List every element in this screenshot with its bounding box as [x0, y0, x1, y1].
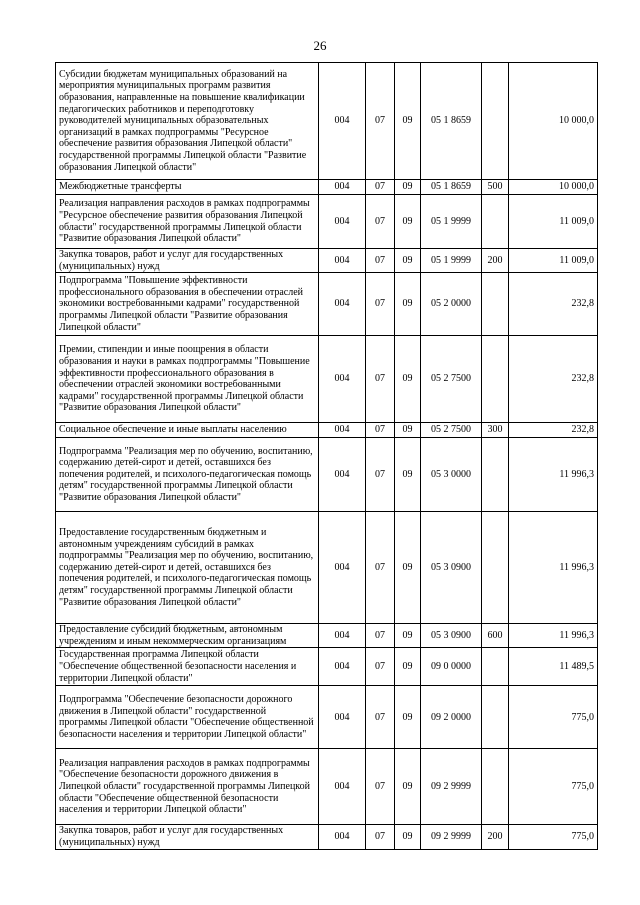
expense-type-code: [482, 63, 509, 180]
section-code: 07: [366, 180, 395, 195]
amount: 232,8: [509, 273, 598, 336]
subsection-code: 09: [395, 273, 421, 336]
section-code: 07: [366, 195, 395, 249]
admin-code: 004: [319, 195, 366, 249]
table-row: [56, 749, 598, 825]
subsection-code: 09: [395, 686, 421, 749]
article-code: 05 1 8659: [421, 180, 482, 195]
admin-code: 004: [319, 63, 366, 180]
admin-code: 004: [319, 648, 366, 686]
section-code: 07: [366, 825, 395, 849]
table-row: [56, 249, 598, 273]
admin-code: 004: [319, 624, 366, 648]
subsection-code: 09: [395, 336, 421, 423]
article-code: 05 1 8659: [421, 63, 482, 180]
expense-type-code: [482, 273, 509, 336]
amount: 11 996,3: [509, 624, 598, 648]
expense-type-code: 200: [482, 249, 509, 273]
amount: 775,0: [509, 749, 598, 825]
section-code: 07: [366, 686, 395, 749]
article-code: 05 2 0000: [421, 273, 482, 336]
row-name: Премии, стипендии и иные поощрения в области образования и науки в рамках подпрограммы "Повышение эффективности профессионального образования в обеспечении отраслей экономики востребованными кадрами" государственной программы Липецкой области "Развитие образования Липецкой области": [56, 336, 319, 423]
admin-code: 004: [319, 438, 366, 512]
amount: 775,0: [509, 825, 598, 849]
row-name: Государственная программа Липецкой области "Обеспечение общественной безопасности населения и территории Липецкой области": [56, 648, 319, 686]
subsection-code: 09: [395, 624, 421, 648]
article-code: 09 2 9999: [421, 749, 482, 825]
expense-type-code: 200: [482, 825, 509, 849]
section-code: 07: [366, 624, 395, 648]
expense-type-code: [482, 336, 509, 423]
subsection-code: 09: [395, 63, 421, 180]
subsection-code: 09: [395, 195, 421, 249]
article-code: 09 2 0000: [421, 686, 482, 749]
section-code: 07: [366, 336, 395, 423]
admin-code: 004: [319, 423, 366, 438]
expense-type-code: 600: [482, 624, 509, 648]
budget-table: [55, 62, 598, 850]
row-name: Закупка товаров, работ и услуг для государственных (муниципальных) нужд: [56, 825, 319, 849]
section-code: 07: [366, 423, 395, 438]
amount: 10 000,0: [509, 180, 598, 195]
table-row: [56, 336, 598, 423]
admin-code: 004: [319, 336, 366, 423]
article-code: 09 0 0000: [421, 648, 482, 686]
article-code: 05 2 7500: [421, 336, 482, 423]
subsection-code: 09: [395, 249, 421, 273]
row-name: Реализация направления расходов в рамках подпрограммы "Ресурсное обеспечение развития образования Липецкой области" государственной программы Липецкой области "Развитие образования Липецкой области": [56, 195, 319, 249]
article-code: 05 3 0000: [421, 438, 482, 512]
admin-code: 004: [319, 273, 366, 336]
admin-code: 004: [319, 249, 366, 273]
expense-type-code: [482, 438, 509, 512]
table-row: [56, 825, 598, 849]
admin-code: 004: [319, 825, 366, 849]
table-row: [56, 63, 598, 180]
admin-code: 004: [319, 180, 366, 195]
article-code: 05 1 9999: [421, 249, 482, 273]
expense-type-code: 500: [482, 180, 509, 195]
row-name: Предоставление субсидий бюджетным, автономным учреждениям и иным некоммерческим организациям: [56, 624, 319, 648]
article-code: 05 2 7500: [421, 423, 482, 438]
article-code: 05 1 9999: [421, 195, 482, 249]
row-name: Подпрограмма "Повышение эффективности профессионального образования в обеспечении отраслей экономики востребованными кадрами" государственной программы Липецкой области "Развитие образования Липецкой области": [56, 273, 319, 336]
expense-type-code: [482, 195, 509, 249]
amount: 11 996,3: [509, 512, 598, 624]
section-code: 07: [366, 648, 395, 686]
subsection-code: 09: [395, 438, 421, 512]
table-row: [56, 180, 598, 195]
table-row: [56, 273, 598, 336]
admin-code: 004: [319, 512, 366, 624]
subsection-code: 09: [395, 180, 421, 195]
page-number: 26: [313, 38, 327, 53]
article-code: 05 3 0900: [421, 624, 482, 648]
row-name: Межбюджетные трансферты: [56, 180, 319, 195]
subsection-code: 09: [395, 749, 421, 825]
amount: 11 009,0: [509, 195, 598, 249]
amount: 10 000,0: [509, 63, 598, 180]
table-row: [56, 423, 598, 438]
table-row: [56, 195, 598, 249]
amount: 232,8: [509, 336, 598, 423]
article-code: 05 3 0900: [421, 512, 482, 624]
subsection-code: 09: [395, 423, 421, 438]
table-row: [56, 512, 598, 624]
amount: 11 996,3: [509, 438, 598, 512]
row-name: Подпрограмма "Реализация мер по обучению, воспитанию, содержанию детей-сирот и детей, оставшихся без попечения родителей, и психолого-педагогическая помощь детям" государственной программы Липецкой области "Развитие образования Липецкой области": [56, 438, 319, 512]
row-name: Подпрограмма "Обеспечение безопасности дорожного движения в Липецкой области" государственной программы Липецкой области "Обеспечение общественной безопасности населения и территории Липецкой области": [56, 686, 319, 749]
subsection-code: 09: [395, 825, 421, 849]
row-name: Закупка товаров, работ и услуг для государственных (муниципальных) нужд: [56, 249, 319, 273]
table-row: [56, 686, 598, 749]
section-code: 07: [366, 249, 395, 273]
subsection-code: 09: [395, 512, 421, 624]
expense-type-code: 300: [482, 423, 509, 438]
row-name: Предоставление государственным бюджетным и автономным учреждениям субсидий в рамках подпрограммы "Реализация мер по обучению, воспитанию, содержанию детей-сирот и детей, оставшихся без попечения родителей, и психолого-педагогическая помощь детям" государственной программы Липецкой области "Развитие образования Липецкой области": [56, 512, 319, 624]
expense-type-code: [482, 749, 509, 825]
section-code: 07: [366, 273, 395, 336]
amount: 232,8: [509, 423, 598, 438]
table-row: [56, 648, 598, 686]
article-code: 09 2 9999: [421, 825, 482, 849]
table-row: [56, 624, 598, 648]
subsection-code: 09: [395, 648, 421, 686]
amount: 775,0: [509, 686, 598, 749]
section-code: 07: [366, 749, 395, 825]
row-name: Реализация направления расходов в рамках подпрограммы "Обеспечение безопасности дорожного движения в Липецкой области" государственной программы Липецкой области "Обеспечение общественной безопасности населения и территории Липецкой области": [56, 749, 319, 825]
expense-type-code: [482, 648, 509, 686]
admin-code: 004: [319, 749, 366, 825]
section-code: 07: [366, 63, 395, 180]
expense-type-code: [482, 686, 509, 749]
amount: 11 009,0: [509, 249, 598, 273]
amount: 11 489,5: [509, 648, 598, 686]
section-code: 07: [366, 438, 395, 512]
admin-code: 004: [319, 686, 366, 749]
row-name: Субсидии бюджетам муниципальных образований на мероприятия муниципальных программ развития образования, направленные на повышение квалификации педагогических работников и переподготовку руководителей муниципальных образовательных организаций в рамках подпрограммы "Ресурсное обеспечение развития образования Липецкой области" государственной программы Липецкой области "Развитие образования Липецкой области": [56, 63, 319, 180]
table-row: [56, 438, 598, 512]
row-name: Социальное обеспечение и иные выплаты населению: [56, 423, 319, 438]
expense-type-code: [482, 512, 509, 624]
section-code: 07: [366, 512, 395, 624]
